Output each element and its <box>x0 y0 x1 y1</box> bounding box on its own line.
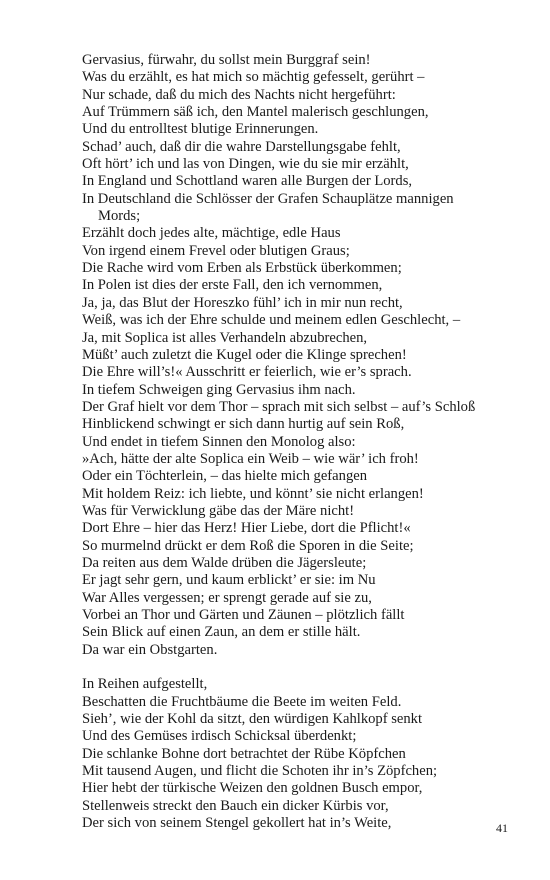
poem-line: Der sich von seinem Stengel gekollert hat in’s Weite, <box>82 815 392 832</box>
poem-line: Mit holdem Reiz: ich liebte, und könnt’ sie nicht erlangen! <box>82 485 424 502</box>
poem-line: So murmelnd drückt er dem Roß die Sporen in die Seite; <box>82 537 414 554</box>
poem-line: In England und Schottland waren alle Burgen der Lords, <box>82 173 413 190</box>
poem-line: Vorbei an Thor und Gärten und Zäunen – plötzlich fällt <box>82 607 405 623</box>
poem-line: Was für Verwicklung gäbe das der Märe nicht! <box>82 502 355 519</box>
poem-line: Sieh’, wie der Kohl da sitzt, den würdigen Kahlkopf senkt <box>82 711 423 728</box>
poem-line: Mit tausend Augen, und flicht die Schoten ihr in’s Zöpfchen; <box>82 763 438 780</box>
stanza-2 <box>82 676 522 832</box>
page-number: 41 <box>496 821 508 835</box>
poem-line: Der Graf hielt vor dem Thor – sprach mit sich selbst – auf’s Schloß <box>82 398 476 415</box>
poem-line-continuation: Mords; <box>98 208 141 225</box>
poem-line: Und du entrolltest blutige Erinnerungen. <box>82 121 319 138</box>
poem-line: Von irgend einem Frevel oder blutigen Graus; <box>82 242 350 259</box>
poem-text <box>82 52 522 832</box>
poem-line: Stellenweis streckt den Bauch ein dicker Kürbis vor, <box>82 797 389 814</box>
poem-line: Da war ein Obstgarten. <box>82 641 218 658</box>
poem-line: Und des Gemüses irdisch Schicksal überdenkt; <box>82 728 357 745</box>
poem-line: Die Ehre will’s!« Ausschritt er feierlich, wie er’s sprach. <box>82 364 412 381</box>
poem-line: Auf Trümmern säß ich, den Mantel malerisch geschlungen, <box>82 104 429 121</box>
poem-line: Weiß, was ich der Ehre schulde und meinem edlen Geschlecht, – <box>82 312 461 329</box>
poem-line: Dort Ehre – hier das Herz! Hier Liebe, dort die Pflicht!« <box>82 520 411 537</box>
poem-line: In Deutschland die Schlösser der Grafen Schauplätze mannigen <box>82 190 454 207</box>
poem-line: Erzählt doch jedes alte, mächtige, edle Haus <box>82 225 341 242</box>
poem-line: Die Rache wird vom Erben als Erbstück überkommen; <box>82 260 402 277</box>
poem-line: Was du erzählt, es hat mich so mächtig gefesselt, gerührt – <box>82 69 425 86</box>
poem-line: Ja, mit Soplica ist alles Verhandeln abzubrechen, <box>82 329 368 346</box>
poem-line: Sein Blick auf einen Zaun, an dem er stille hält. <box>82 624 361 641</box>
poem-line: Gervasius, fürwahr, du sollst mein Burggraf sein! <box>82 52 371 68</box>
poem-line: Schad’ auch, daß dir die wahre Darstellungsgabe fehlt, <box>82 138 401 155</box>
poem-line: War Alles vergessen; er sprengt gerade auf sie zu, <box>82 589 372 606</box>
poem-line: Hinblickend schwingt er sich dann hurtig auf sein Roß, <box>82 416 405 433</box>
poem-line: In Polen ist dies der erste Fall, den ich vernommen, <box>82 277 383 294</box>
poem-line: Oft hört’ ich und las von Dingen, wie du sie mir erzählt, <box>82 156 409 173</box>
poem-line: In tiefem Schweigen ging Gervasius ihm nach. <box>82 381 356 398</box>
poem-line: Er jagt sehr gern, und kaum erblickt’ er sie: im Nu <box>82 572 376 589</box>
poem-line: In Reihen aufgestellt, <box>82 676 208 693</box>
poem-line: Die schlanke Bohne dort betrachtet der Rübe Köpfchen <box>82 745 406 762</box>
poem-line: Ja, ja, das Blut der Horeszko fühl’ ich in mir nun recht, <box>82 294 403 311</box>
poem-line: Beschatten die Fruchtbäume die Beete im weiten Feld. <box>82 693 402 710</box>
poem-line: Und endet in tiefem Sinnen den Monolog also: <box>82 433 356 450</box>
poem-line: »Ach, hätte der alte Soplica ein Weib – wie wär’ ich froh! <box>82 450 419 467</box>
poem-line: Hier hebt der türkische Weizen den goldnen Busch empor, <box>82 780 423 797</box>
poem-line: Da reiten aus dem Walde drüben die Jägersleute; <box>82 554 367 571</box>
poem-line: Oder ein Töchterlein, – das hielte mich gefangen <box>82 468 368 485</box>
stanza-1 <box>82 52 522 659</box>
poem-line: Müßt’ auch zuletzt die Kugel oder die Klinge sprechen! <box>82 346 407 363</box>
poem-line: Nur schade, daß du mich des Nachts nicht hergeführt: <box>82 86 396 103</box>
